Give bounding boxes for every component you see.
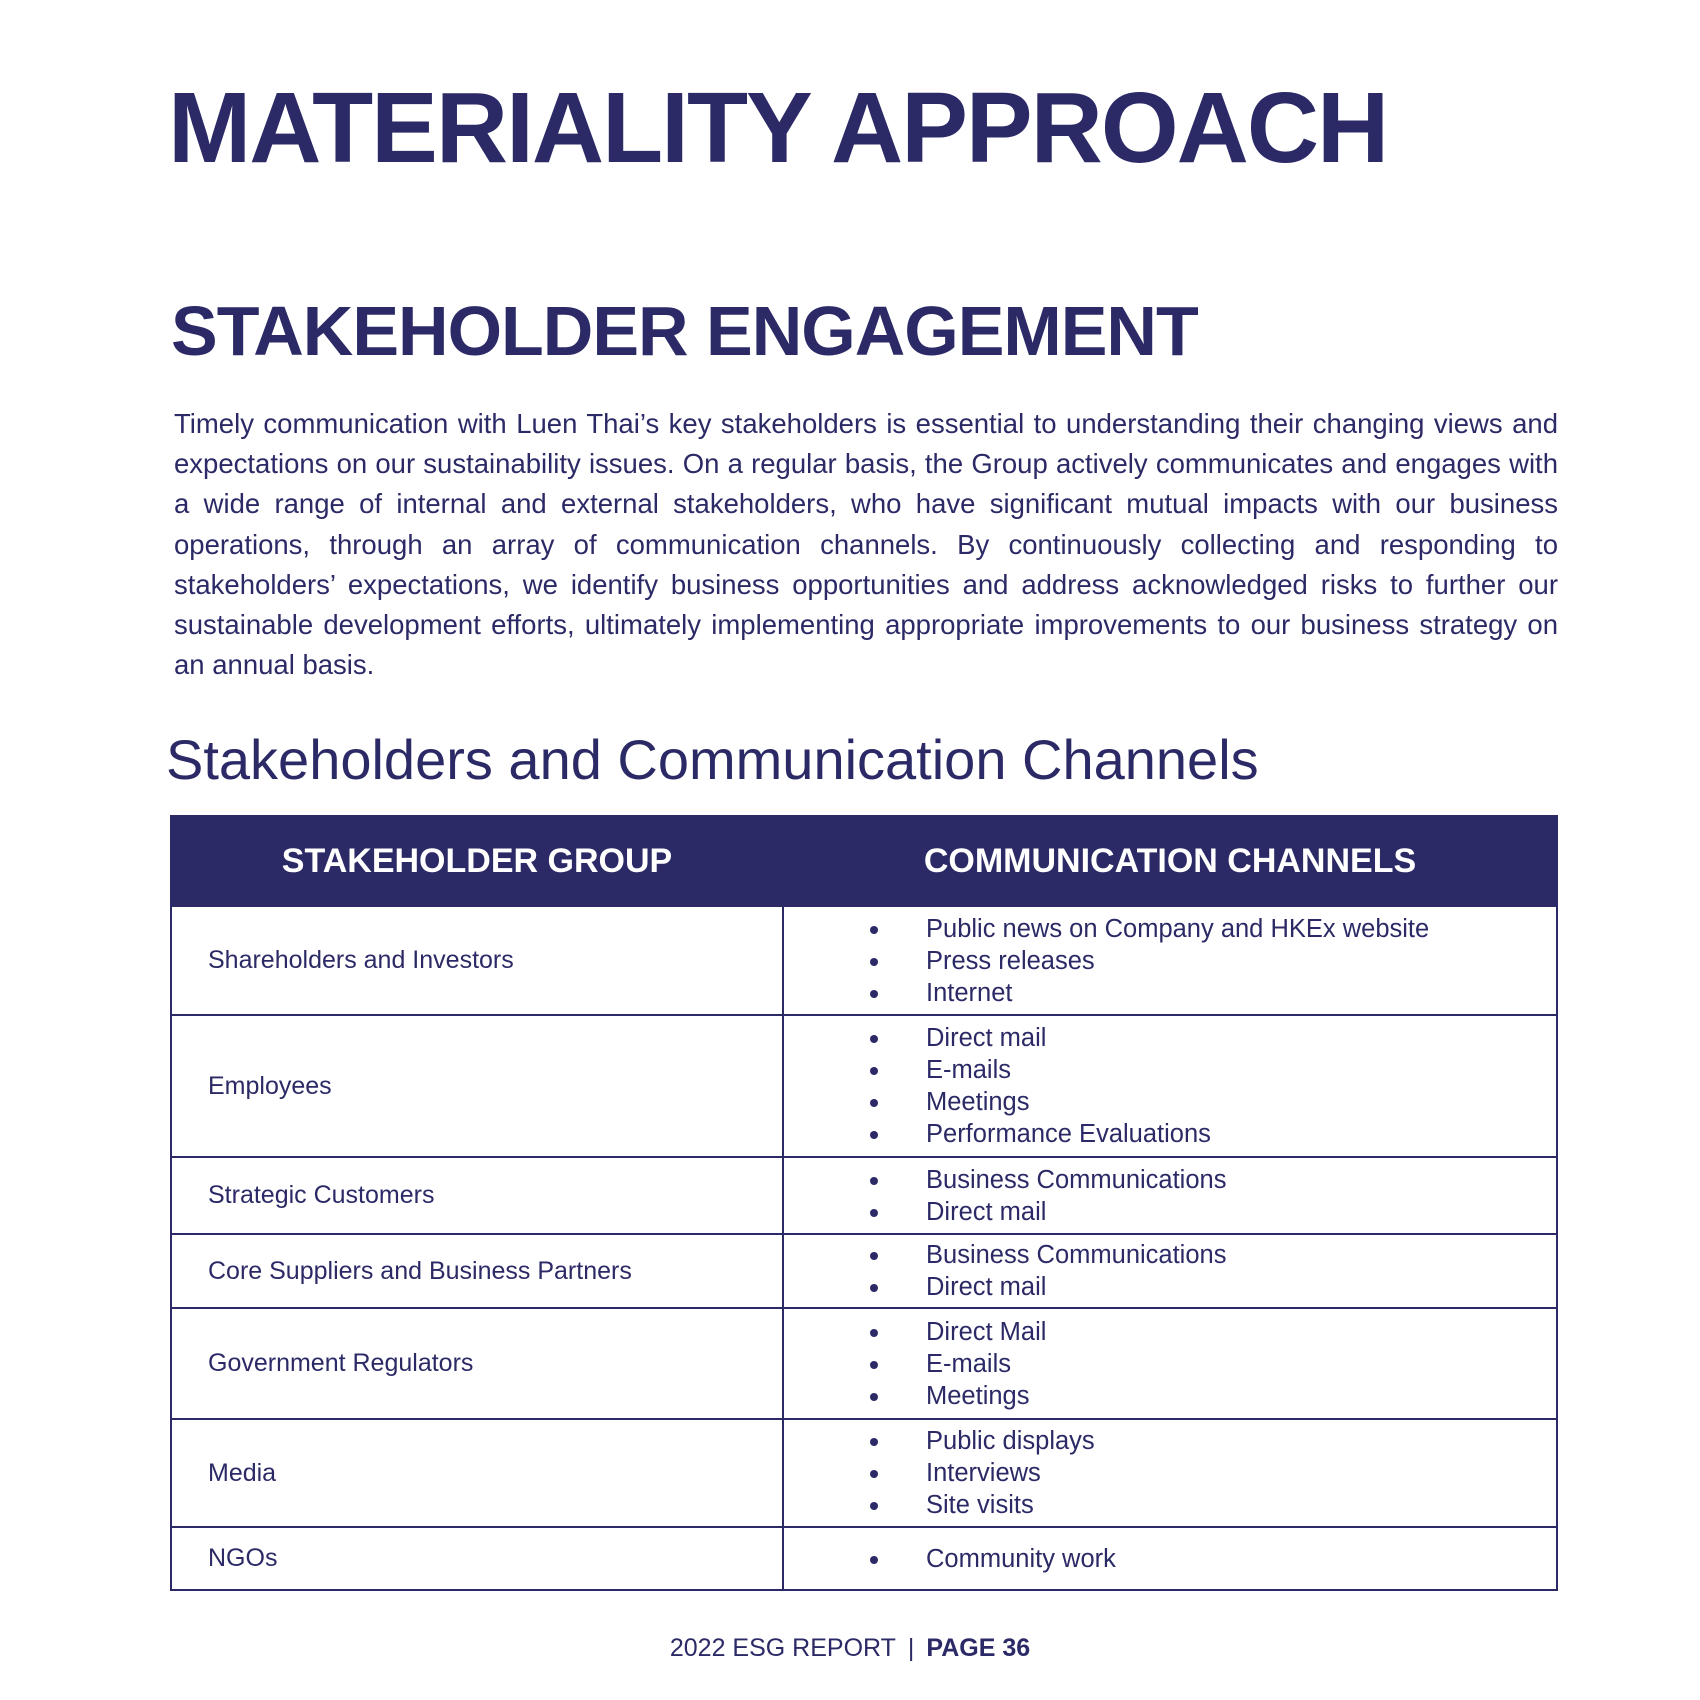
channel-list <box>784 1543 1556 1575</box>
channel-item: Site visits <box>870 1489 1556 1521</box>
footer-report-label: 2022 ESG REPORT <box>669 1634 896 1662</box>
channel-item: Meetings <box>870 1380 1556 1412</box>
channel-item: Internet <box>870 977 1556 1009</box>
channel-item: Public news on Company and HKEx website <box>870 913 1556 945</box>
stakeholder-group-cell: Employees <box>171 1015 783 1157</box>
channel-item: Direct Mail <box>870 1316 1556 1348</box>
channel-item: Direct mail <box>870 1196 1556 1228</box>
channel-list <box>784 1425 1556 1521</box>
channel-list <box>784 1316 1556 1412</box>
footer-separator: | <box>907 1634 915 1662</box>
channel-list <box>784 913 1556 1009</box>
intro-paragraph: Timely communication with Luen Thai’s key stakeholders is essential to understanding their changing views and expectations on our sustainability issues. On a regular basis, the Group actively communicates and engages with a wide range of internal and external stakeholders, who have significant mutual impacts with our business operations, through an array of communication channels. By continuously collecting and responding to stakeholders’ expectations, we identify business opportunities and address acknowledged risks to further our sustainable development efforts, ultimately implementing appropriate improvements to our business strategy on an annual basis. <box>174 408 1558 681</box>
channels-cell <box>783 1419 1557 1527</box>
channels-cell <box>783 1157 1557 1234</box>
channel-item: Meetings <box>870 1086 1556 1118</box>
page-footer <box>0 1634 1700 1663</box>
channels-cell <box>783 906 1557 1015</box>
channel-item: Direct mail <box>870 1022 1556 1054</box>
stakeholder-group-cell: Media <box>171 1419 783 1527</box>
stakeholder-group-cell: Shareholders and Investors <box>171 906 783 1015</box>
stakeholder-channels-table <box>170 815 1558 1591</box>
stakeholder-group-cell: Government Regulators <box>171 1308 783 1419</box>
channels-cell <box>783 1308 1557 1419</box>
channel-item: Community work <box>870 1543 1556 1575</box>
table-row <box>171 1419 1557 1527</box>
table-row <box>171 1234 1557 1308</box>
channel-item: Public displays <box>870 1425 1556 1457</box>
table-row <box>171 1308 1557 1419</box>
channel-item: Performance Evaluations <box>870 1118 1556 1150</box>
channels-cell <box>783 1234 1557 1308</box>
section-title: STAKEHOLDER ENGAGEMENT <box>171 292 1198 370</box>
channel-item: Business Communications <box>870 1239 1556 1271</box>
stakeholder-group-cell: Core Suppliers and Business Partners <box>171 1234 783 1308</box>
stakeholder-group-cell: Strategic Customers <box>171 1157 783 1234</box>
table-row <box>171 1527 1557 1590</box>
table-row <box>171 1157 1557 1234</box>
stakeholder-group-cell: NGOs <box>171 1527 783 1590</box>
channel-item: E-mails <box>870 1348 1556 1380</box>
page-title: MATERIALITY APPROACH <box>168 72 1388 184</box>
table-heading: Stakeholders and Communication Channels <box>166 728 1259 791</box>
channels-cell <box>783 1527 1557 1590</box>
channels-cell <box>783 1015 1557 1157</box>
column-header-communication-channels: COMMUNICATION CHANNELS <box>783 816 1557 906</box>
table-row <box>171 906 1557 1015</box>
channel-item: Press releases <box>870 945 1556 977</box>
channel-item: Direct mail <box>870 1271 1556 1303</box>
column-header-stakeholder-group: STAKEHOLDER GROUP <box>171 816 783 906</box>
channel-list <box>784 1022 1556 1150</box>
channel-item: Interviews <box>870 1457 1556 1489</box>
footer-page-number: PAGE 36 <box>926 1634 1031 1662</box>
table-row <box>171 1015 1557 1157</box>
channel-list <box>784 1164 1556 1228</box>
table-header-row <box>171 816 1557 906</box>
channel-item: Business Communications <box>870 1164 1556 1196</box>
channel-item: E-mails <box>870 1054 1556 1086</box>
channel-list <box>784 1239 1556 1303</box>
